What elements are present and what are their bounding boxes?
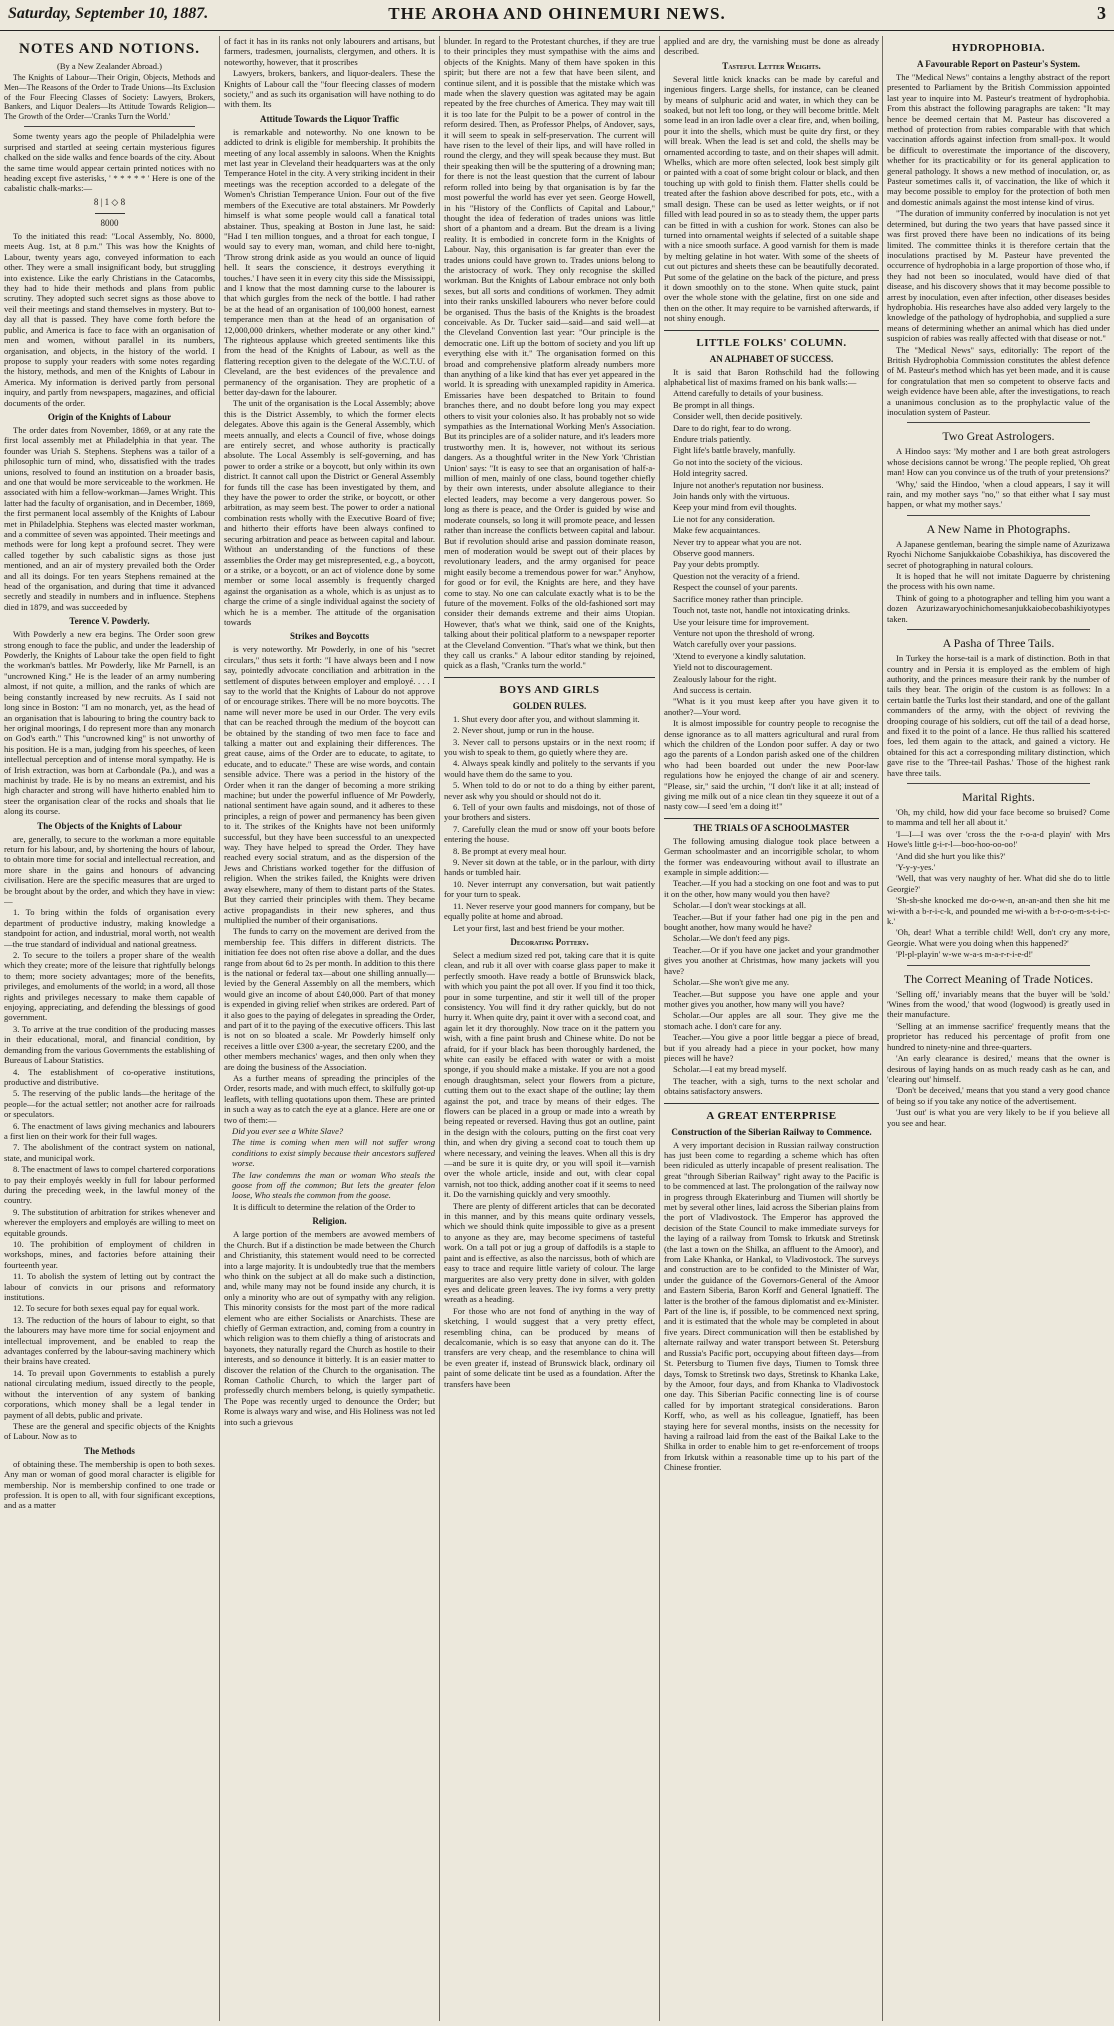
paragraph: 'Oh, my child, how did your face become so bruised? Come to mamma and tell her all about it.': [887, 806, 1110, 828]
paragraph: are, generally, to secure to the workman a more equitable return for his labour, and, by shortening the hours of labour, to obtain more time for social and intellectual recreation, and more share in the gains and honours of advancing civilisation. Here are the specific measures that are urged to be brought about by the order, and which they have in view:—: [4, 833, 215, 906]
list-item: Be prompt in all things.: [673, 399, 755, 410]
subheading: A Favourable Report on Pasteur's System.: [917, 59, 1080, 69]
paragraph: A very important decision in Russian railway construction has just been come to regarding a scheme which has often been ridiculed as utterly incapable of present realisation. The great "through Siberian Railway" right away to the Pacific is to be commenced at last. The prolongation of the railway now in progress through Ekaterinburg and Tiumen will shortly be met by several other lines, laid across the Siberian plains from the port of Vladivostock. The Emperor has approved the decision of the State Council to make immediate surveys for the laying of a railway from Tomsk to Irkutsk and Stretinsk (the last a town on the Shilka, an affluent to the Amoor), and from Lake Khanka, or Hankal, to Vladivostock. The surveys and construction are to be confided to the Minister of War, under the guidance of the Governors-General of the Amoor and Eastern Siberia, Baron Korff and General Ignatieff. The latter is the brother of the famous diplomatist and ex-Minister. Part of the line is, if possible, to be commenced next spring, and it is estimated that the whole may be completed in about five years. Direct communication will then be established by alternate railway and water transport between St. Petersburg and Russia's Pacific port, occupying about fifteen days—from St. Petersburg to Tiumen five days, Tiumen to Tomsk three days, Tomsk to Stretinsk two days, Stretinsk to Khanka Lake, by the Amoor, four days, and from Khanka to Vladivostock one day. This Siberian Pacific connecting line is of course called for by important strategical considerations. Baron Korff, who, as well as his colleague, Ignatieff, has been staying here for several months, insists on the necessity for having a railroad laid from the east of the Baikal Lake to the Shilka in order to enable him to get re-enforcement of troops from Irkutsk within a reasonable time up to his part of the Chinese frontier.: [664, 1139, 879, 1473]
subheading: Religion.: [312, 1216, 347, 1227]
paragraph: blunder. In regard to the Protestant churches, if they are true to their principles they must sympathise with the aims and objects of the Knights. Many of them have spoken in this spirit; but there are not a few that have been silent, and continue silent, and it is possible that the mistake which was made when the slavery question was agitated may be again repeated by the free churches of America. They may wait till it is too late for the Pulpit to be a power of control in the reform desired. Then, as Professor Phelps, of Andover, says, it will seem to speak in self-preservation. The current will have risen to the level of their lips, and will have rolled in round the clergy, and they will speak because they must. But their speaking then will be the sputtering of a drowning man; for there is not the least question that the current of labour reform rolled into being by that organisation is by far the most powerful the world has ever yet seen. George Howell, in his "History of the Conflicts of Capital and Labour," thought the idea of federation of trades unions was little short of a phantom and a dream. But the dream is a living reality. It is embodied in concrete form in the Knights of Labour. Nay, this organisation is far greater than ever the trades unions could have grown to. Trades unions belong to the aristocracy of work. They only recognise the skilled workman. But the Knights of Labour embrace not only both sexes, but all sorts and conditions of workmen. They admit into their ranks unskilled labourers who never before could be organised. Thus the basis of the Knights is the broadest conceivable. As Dr. Tucker said—said—and said well—at the Cleveland Convention last year: "Our principle is the democratic one. Lift up the bottom of society and you lift up everything else with it." The organisation formed on this broad and comprehensive platform already numbers more than anything of a like kind that has ever yet appeared in the world. It is spreading with unexampled rapidity in America. Emissaries have been despatched to Britain to found branches there, and no doubt before long you may expect others to visit your colonies also. It has probably not so wide sympathies as the International Working Men's Association. But its principles are of a solider nature, and it's leaders more trustworthy men. It is, however, not without its serious dangers. As a thoughtful writer in the New York 'Christian Union' says: "It is easy to see that an organisation of half-a-million of men, mainly of one class, bound together chiefly by their own interests, under absolute allegiance to their elected leaders, may become a very dangerous power. So long as there is peace, and the Order is guided by wise and moderate counsels, so long it will promote peace, and lessen rather than increase the conflicts between capital and labour. But if revolution should arise and passion dominate reason, men of moderation would be swept out of their places by revolutionary leaders, and the army organised for peace might easily become a tremendous power for war." Anyhow, for good or for evil, the Knights are here, and they have come to stay. No one can calculate exactly what is to be the future of the movement. Folks of the old-fashioned sort may consider their demands extreme and their aims Utopian. However, that's what we think, said one of the Knights, talking about their political platform to a newspaper reporter at the Cleveland Convention. "That's what we think, but then they call us cranks." A labour editor standing by rejoined, quick as a flash, "Cranks turn the world.": [444, 36, 655, 671]
page-number: 3: [1097, 3, 1106, 23]
paragraph: Select a medium sized red pot, taking care that it is quite clean, and rub it all over with coarse glass paper to make it perfectly smooth. Have ready a bottle of Brunswick black, with which you paint the pot all over. If you find it too thick, pour in some turpentine, and stir it well till of the proper consistency. You will find it dry rather quickly, but do not hurry it. When quite dry, paint it over with a second coat, and again let it dry thoroughly. Now trace on it the pattern you wish, with a fine paint brush and Chinese white. Do not be afraid, for if your black has been thoroughly hardened, the white can easily be effaced with water or with a moist sponge, if you should make a mistake. If you are not a good enough draughtsman, select your flowers from a picture, cutting them out to the exact shape of the outline; lay them against the pot, and trace by means of their edges. The flowers can be placed in a group or made into a wreath by being repeated or reversed. Having thus got an outline, paint in the design with the colours, putting on the first coat very thin, and when dry giving a second coat to touch them up where necessary, and veining the leaves. When all this is dry—and be sure it is quite dry, or you will spoil it—varnish over the whole article, inside and out, with clear copal varnish, not too thick, adding another coat if it seems to need it. Do the varnishing quickly and very smoothly.: [444, 949, 655, 1200]
subheading: Attitude Towards the Liquor Traffic: [259, 113, 399, 124]
column-1: [4, 36, 215, 2021]
list-item: Make few acquaintances.: [673, 525, 761, 536]
subheading: The Objects of the Knights of Labour: [37, 820, 182, 831]
list-item: Teacher.—If you had a stocking on one foot and was to put it on the other, how many would you then have?: [664, 878, 879, 899]
list-item: 2. Never shout, jump or run in the house.: [453, 725, 595, 736]
section-title: BOYS AND GIRLS: [499, 683, 600, 696]
paragraph: 'Sh-sh-she knocked me do-o-w-n, an-an-and then she hit me wi-with a b-r-i-c-k, and pounded me wi-with a b-r-o-o-m-s-t-i-c-k.': [887, 895, 1110, 927]
list-item: Hold integrity sacred.: [673, 468, 748, 479]
paragraph: Some twenty years ago the people of Philadelphia were surprised and startled at seeing certain mysterious figures chalked on the side walks and fence boards of the city. About the same time would appear certain printed notices with no heading except five asterisks, ' * * * * * ' Here is one of the cabalistic chalk-marks:—: [4, 131, 215, 194]
subheading: Construction of the Siberian Railway to Commence.: [671, 1126, 872, 1137]
list-item: Endure trials patiently.: [673, 434, 751, 444]
chalk-mark-top: 8 | 1 ◇ 8: [93, 196, 126, 207]
article-summary: The Knights of Labour—Their Origin, Objects, Methods and Men—The Reasons of the Order to Trade Unions—Its Exclusion of the Four Fleecing Classes of Society: Lawyers, Brokers, Bankers, and Liquor Dealers—Its Attitude Towards Religion—The Growth of the Order—'Cranks Turn the World.': [4, 73, 215, 121]
list-item: Join hands only with the virtuous.: [673, 491, 790, 502]
subheading: GOLDEN RULES.: [512, 700, 587, 711]
alphabet-list: [664, 388, 879, 695]
paragraph: 'Well, that was very naughty of her. What did she do to little Georgie?': [887, 873, 1110, 894]
paragraph: It is hoped that he will not imitate Daguerre by christening the process with his own name.: [887, 571, 1110, 592]
list-item: 7. The abolishment of the contract system on national, state, and municipal work.: [4, 1142, 215, 1163]
list-item: And success is certain.: [673, 684, 752, 695]
paragraph: 'I—I—I was over 'cross the the r-o-a-d playin' with Mrs Howe's little g-i-r-l—boo-hoo-oo-oo!': [887, 828, 1110, 850]
list-item: 9. Never sit down at the table, or in the parlour, with dirty hands or tumbled hair.: [444, 857, 655, 878]
paragraph: "The duration of immunity conferred by inoculation is not yet determined, but during the two years that have passed since it was first proved there have been no indications of its being limited. The committee thinks it is therefore certain that the inoculations practised by M. Pasteur have prevented the occurrence of hydrophobia in a large proportion of those who, if they had not been so inoculated, would have died of that disease, and his discovery shows that it may become possible to arrest by inoculation, even after infection, other diseases besides hydrophobia. His researches have also added very largely to the knowledge of the pathology of hydrophobia, and supplied a sure means of determining whether an animal which has died under suspicion of rabies was really affected with that disease or not.": [887, 208, 1110, 344]
list-item: Fight life's battle bravely, manfully.: [673, 445, 796, 456]
paragraph: As a further means of spreading the principles of the Order, resorts made, and with much effect, to skilfully got-up leaflets, with telling quotations upon them. These are printed in such a way as to catch the eye at a glance. Here are one or two of them:—: [224, 1073, 435, 1125]
golden-rules-list: [444, 714, 655, 933]
subheading: Tasteful Letter Weights.: [722, 60, 821, 71]
paragraph: For those who are not fond of anything in the way of sketching, I would suggest that a very pretty effect, resembling china, can be produced by means of decalcomanie, which is so easy that anyone can do it. The transfers are very cheap, and the resemblance to china will be even greater if, instead of Brunswick black, ordinary oil paint of some delicate tint be used as a foundation. After the transfers have been: [444, 1305, 655, 1389]
list-item: Scholar.—She won't give me any.: [673, 977, 790, 988]
subheading: Strikes and Boycotts: [289, 631, 369, 642]
divider: [444, 677, 655, 678]
divider: [907, 422, 1090, 423]
paragraph: 'Pl-pl-playin' w-we w-a-s m-a-r-r-i-e-d!': [896, 949, 1033, 960]
column-rule: [439, 36, 440, 2021]
subheading: A New Name in Photographs.: [926, 521, 1071, 536]
column-rule: [882, 36, 883, 2021]
list-item: 'Xtend to everyone a kindly salutation.: [673, 650, 806, 661]
list-item: Scholar.—I don't wear stockings at all.: [673, 900, 807, 911]
subheading: The Methods: [84, 1445, 135, 1456]
column-3: [444, 36, 655, 2021]
list-item: 13. The reduction of the hours of labour to eight, so that the labourers may have more time for social enjoyment and intellectual improvement, and be enabled to reap the advantages conferred by the labour-saving machinery which their brains have created.: [4, 1314, 215, 1367]
list-item: Scholar.—We don't feed any pigs.: [673, 933, 790, 944]
column-rule: [659, 36, 660, 2021]
leaflet-quote: The time is coming when men will not suffer wrong conditions to exist simply because their ancestors suffered worse.: [232, 1137, 435, 1169]
list-item: Venture not upon the threshold of wrong.: [673, 627, 815, 638]
paragraph: of fact it has in its ranks not only labourers and artisans, but farmers, tradesmen, journalists, clergymen, and others. It is noteworthy, however, that it proscribes: [224, 36, 435, 67]
list-item: 4. Always speak kindly and politely to the servants if you would have them do the same to you.: [444, 758, 655, 779]
list-item: 2. To secure to the toilers a proper share of the wealth which they create; more of the leisure that rightfully belongs to them; more society advantages; more of the benefits, privileges, and emoluments of the world; in a word, all those rights and privileges necessary to make them capable of enjoying, appreciating, and defending the blessings of good government.: [4, 950, 215, 1023]
list-item: Scholar.—I eat my bread myself.: [673, 1064, 787, 1075]
issue-date: Saturday, September 10, 1887.: [8, 5, 209, 22]
paragraph: A Hindoo says: 'My mother and I are both great astrologers whose decisions cannot be wrong.' The people replied, 'Oh great man! How can you convince us of the truth of your pretensions?': [887, 446, 1110, 478]
chalk-mark: [4, 197, 215, 228]
list-item: 10. Never interrupt any conversation, but wait patiently for your turn to speak.: [444, 878, 655, 900]
list-item: Lie not for any consideration.: [673, 513, 775, 524]
paragraph: With Powderly a new era begins. The Order soon grew strong enough to face the public, and under the leadership of Powderly, the Knights of Labour take the open field to fight the workman's battles. Mr Powderly, like Mr Parnell, is an "uncrowned King." He is the leader of an army numbering almost, if not quite, a million, and the ranks of which are being constantly increased by new recruits. As I said not long since in Boston: "I am no monarch, yet, as the head of an organisation that is labouring to bring the country back to her original moorings, I do represent more than any monarch on God's earth." This "uncrowned king" is not unworthy of his position. He is a man, judging from his speeches, of keen intellectual perception and of intense moral sympathy. He is of Irish extraction, was born at Carbondale (Pa.), and was a machinist by trade. He is by no means an extremist, and his high character and strong will have hitherto enabled him to steer the organisation clear of the rocks and shoals that lie along its course.: [4, 629, 215, 817]
list-item: Scholar.—Our apples are all sour. They give me the stomach ache. I don't care for any.: [664, 1010, 879, 1031]
paragraph: is very noteworthy. Mr Powderly, in one of his "secret circulars," thus sets it forth: "I have always been and I now say, pointedly advocate conciliation and arbitration in the settlement of disputes between employer and employé. . . . I say to the world that the Knights of Labour do not approve of or encourage strikes. There will be no more boycotts. The name will never more be used in our Order. The very evils that can be reached through the medium of the boycott can be obtained by the standing of two men face to face and talking a matter out and explaining their differences. The great cause, aims of the Order are to educate, to agitate, to educate, and to educate." These are wise words, and contain sensible advice. There was a period in the history of the Order when it ran the danger of becoming a more striking machine; but under the powerful influence of Mr Powderly, national sentiment have again sound, and it adheres to these principles, a reign of power and permanency has been given to it. The strikes of the Knights have not been uniformly successful, but they have been successful to an unexpected way. They have helped to spread the Order. They have reached every social stratum, and as the dispersion of the Jews and Christians worked together for the diffusion of religion. When the strikes failed, the Knights were driven away elsewhere, many of them to distant parts of the States. But they carried their principles with them. They became active propagandists in their new spheres, and thus multiplied the number of their organisations.: [224, 644, 435, 925]
paragraph: There are plenty of different articles that can be decorated in this manner, and by this means quite ordinary vessels, which we should think quite impossible to give as a present to anyone as they are, may become specimens of tasteful work. On a tall pot or jug a group of daffodils is a staple to paint and is effective, as also the narcissus, both of which are easy to trace and require little variety of colour. The large marguerites are also very pretty done in silver, with golden eyes and delicate green leaves. The ivy forms a very pretty wreath as a heading.: [444, 1200, 655, 1305]
subheading: Two Great Astrologers.: [942, 429, 1055, 444]
list-item: Watch carefully over your passions.: [673, 639, 797, 650]
paragraph: It is difficult to determine the relation of the Order to: [233, 1201, 416, 1212]
list-item: Consider well, then decide positively.: [673, 411, 803, 422]
list-item: 8. The enactment of laws to compel chartered corporations to pay their employés weekly in full for labour performed during the preceding week, in the lawful money of the country.: [4, 1164, 215, 1206]
list-item: Let your first, last and best friend be your mother.: [453, 922, 625, 933]
paper-title: THE AROHA AND OHINEMURI NEWS.: [388, 4, 726, 23]
list-item: 3. Never call to persons upstairs or in the next room; if you wish to speak to them, go quietly where they are.: [444, 736, 655, 757]
list-item: Teacher.—Or if you have one jacket and your grandmother gives you another at Christmas, how many jackets will you have?: [664, 944, 879, 976]
paragraph: It is almost impossible for country people to recognise the dense ignorance as to all matters agricultural and rural from which the children of the London poor suffer. A day or two ago the parents of a London parish asked one of the children who had been boarded out under the new Poor-law regulations how he enjoyed the change of air and scenery. "Please, sir," said the urchin, "I don't like it at all; instead of giving me milk out of a nice clean tin they squeeze it out of a nasty cow—I seed 'em a doing it!": [664, 718, 879, 812]
paragraph: 'Oh, dear! What a terrible child! Well, don't cry any more, Georgie. What were you doing when this happened?': [887, 927, 1110, 948]
subheading: Origin of the Knights of Labour: [47, 411, 172, 422]
paragraph: The following amusing dialogue took place between a German schoolmaster and an incorrigible scholar, to whom the former was endeavouring without avail to illustrate an example in simple addition:—: [664, 835, 879, 878]
list-item: Observe good manners.: [673, 548, 755, 559]
paragraph: The unit of the organisation is the Local Assembly; above this is the District Assembly, to which the former elects delegates. Above this again is the General Assembly, which meets annually, and elects a Council of five, whose doings are entirely secret, and whose authority is practically absolute. The Local Assembly is self-governing, and has power to order a strike or a boycott, but only within its own district. It cannot call upon the District or General Assembly for funds till the case has been investigated by them, and they have the power to order the strike, or boycott, or other arbitration, as may seem best. The power to order a national combination rests wholly with the Executive Board of five; and hitherto their efforts have been always confined to securing arbitration and peace as between capital and labour. Without an understanding of the functions of these assemblies the Order may get misrepresented, e.g., a boycott, or a strike, or a boycott, or an act of violence done by some member or some local assembly is frequently charged against the organisation as a whole, which is as unjust as to charge the crime of a single individual against the society of which he is a member. The attitude of the organisation towards: [224, 398, 435, 627]
list-item: 10. The prohibition of employment of children in workshops, mines, and factories before attaining their fourteenth year.: [4, 1239, 215, 1270]
column-rule: [219, 36, 220, 2021]
list-item: 1. Shut every door after you, and without slamming it.: [453, 713, 640, 724]
list-item: Attend carefully to details of your business.: [673, 388, 824, 399]
list-item: 8. Be prompt at every meal hour.: [453, 845, 567, 856]
list-item: Question not the veracity of a friend.: [673, 570, 800, 581]
divider: [907, 965, 1090, 966]
paragraph: The "Medical News" contains a lengthy abstract of the report presented to Parliament by the British Commission appointed last year to inquire into M. Pasteur's treatment of hydrophobia. From this abstract the following paragraphs are taken: "It may hence be deemed certain that M. Pasteur has discovered a method of protection from rabies comparable with that which vaccination affords against infection from small-pox. It would be difficult to overestimate the importance of the discovery, whether for its practicability or for its general application to general pathology. It shows a new method of inoculation, or, as Pasteur sometimes calls it, of vaccination, the like of which it may become possible to employ for the protection of both men and domestic animals against the most intense kind of virus.: [887, 72, 1110, 207]
paragraph: is remarkable and noteworthy. No one known to be addicted to drink is eligible for membership. It prohibits the meeting of any local assembly in saloons. When the Knights met last year in Cleveland their headquarters was at the only Temperance Hotel in the city. A very striking incident in their meetings was the reception accorded to a delegate of the Women's Christian Temperance Union. Four out of the five members of the Executive are total abstainers. Mr Powderly himself is what some people would call a fanatical total abstainer. Thus, speaking at Boston in June last, he said: "Had I ten million tongues, and a throat for each tongue, I would say to every man, woman, and child here to-night, 'Throw strong drink aside as you would an ounce of liquid hell. It sears the conscience, it destroys everything it touches.' I have seen it in every city this side the Mississippi, and I know that the most damning curse to the labourer is that which gurgles from the neck of the bottle. I had rather be at the head of an organisation of 100,000 honest, earnest temperance men than at the head of an organisation of 12,000,000 drinkers, whether moderate or any other kind." The righteous applause which greeted sentiments like this from the head of the Knights of Labour, as well as the flattering reception given to the delegate of the W.C.T.U. of Cleveland, are the best evidences of the prevalence and permanency of the organisation. They are prophetic of a better day-dawn for the labourer.: [224, 126, 435, 397]
list-item: 6. The enactment of laws giving mechanics and labourers a first lien on their work for their full wages.: [4, 1120, 215, 1141]
paragraph: 'And did she hurt you like this?': [896, 850, 1006, 861]
paragraph: 'Y-y-y-yes.': [896, 862, 936, 872]
list-item: Dare to do right, fear to do wrong.: [673, 422, 792, 433]
paragraph: To the initiated this read: "Local Assembly, No. 8000, meets Aug. 1st, at 8 p.m." This was how the Knights of Labour, twenty years ago, conveyed information to each other. They were a small insignificant body, but struggling into existence. Like the early Christians in the Catacombs, they had to hide their methods and plans from public scrutiny. They adopted such secret signs as those above to veil their meetings and stand themselves in mystery. But to-day all that is passed. They have come forth before the public, and America is face to face with an organisation of men and women, without parallel in its numbers, organisation, and objects, in the history of the world. I propose to supply your readers with some notes regarding the history, methods, and men of the Knights of Labour in America. My information is derived partly from personal inquiry, and partly from newspapers, magazines, and official documents of the order.: [4, 231, 215, 408]
paragraph: The teacher, with a sigh, turns to the next scholar and obtains satisfactory answers.: [664, 1075, 879, 1097]
list-item: 4. The establishment of co-operative institutions, productive and distributive.: [4, 1066, 215, 1087]
list-item: Injure not another's reputation nor business.: [673, 479, 824, 490]
leaflet-quote: Did you ever see a White Slave?: [232, 1126, 344, 1137]
section-title: A GREAT ENTERPRISE: [706, 1109, 837, 1122]
paragraph: Lawyers, brokers, bankers, and liquor-dealers. These the Knights of Labour call the "four fleecing classes of modern society," and as such its organisation will have nothing to do with them. Its: [224, 68, 435, 110]
objects-list: [4, 907, 215, 1420]
list-item: 12. To secure for both sexes equal pay for equal work.: [13, 1303, 200, 1314]
byline: (By a New Zealander Abroad.): [56, 61, 163, 71]
list-item: Never try to appear what you are not.: [673, 536, 802, 547]
list-item: 1. To bring within the folds of organisation every department of productive industry, making knowledge a standpoint for action, and industrial, moral worth, not wealth—the true standard of individual and national greatness.: [4, 907, 215, 949]
paragraph: 'Don't be deceived,' means that you stand a very good chance of being so if you take any notice of the advertisement.: [887, 1085, 1110, 1106]
list-item: 3. To arrive at the true condition of the producing masses in their educational, moral, and financial condition, by demanding from the various Governments the establishing of Bureaus of Labour Statistics.: [4, 1023, 215, 1066]
leaflet-quote: The law condemns the man or woman Who steals the goose from off the common; But lets the greater felon loose, Who steals the common from the goose.: [232, 1169, 435, 1201]
paragraph: A Japanese gentleman, bearing the simple name of Azurizawa Ryochi Nichome Sanjukkaiobe Cobashikiya, has discovered the secret of photographing in natural colours.: [887, 538, 1110, 570]
list-item: 14. To prevail upon Governments to establish a purely national circulating medium, issued directly to the people, without the intervention of any system of banking corporations, which money shall be a legal tender in payment of all debts, public and private.: [4, 1367, 215, 1420]
list-item: Pay your debts promptly.: [673, 559, 760, 570]
chalk-mark-bottom: 8000: [100, 217, 119, 228]
divider: [24, 126, 195, 127]
list-item: Respect the counsel of your parents.: [673, 582, 798, 593]
paragraph: The order dates from November, 1869, or at any rate the first local assembly met at Philadelphia in that year. The founder was Uriah S. Stephens. Stephens was a tailor of a philosophic turn of mind, who, dissatisfied with the trades unions, resolved to found an institution on a broader basis, and one that would be more serviceable to the workmen. He associated with him a fellow-workman—James Wright. This latter had the faculty of organisation, and in December, 1869, the first permanent local assembly of the Knights of Labour met in Philadelphia. Stephens was elected master workman, and a committee of seven was appointed. Their meetings and methods were for long kept a profound secret. They were called together by such cabalistic signs as those just mentioned, and an air of mystery prevailed both the Order and all its doings. For ten years Stephens remained at the head of the organisation, and during that time it advanced secretly and steadily in numbers and in influence. Stephens died in 1879, and was succeeded by: [4, 424, 215, 612]
list-item: 9. The substitution of arbitration for strikes whenever and wherever the employers and employés are willing to meet on equitable grounds.: [4, 1206, 215, 1238]
subheading: Decorating Pottery.: [510, 936, 589, 947]
divider: [664, 330, 879, 331]
list-item: Sacrifice money rather than principle.: [673, 593, 804, 604]
paragraph: 'Why,' said the Hindoo, 'when a cloud appears, I say it will rain, and my mother says "no," so that either what I say must happen, or what my mother says.': [887, 478, 1110, 510]
subheading: A Pasha of Three Tails.: [942, 636, 1055, 651]
subheading: AN ALPHABET OF SUCCESS.: [709, 353, 834, 364]
list-item: Yield not to discouragement.: [673, 662, 773, 673]
list-item: Use your leisure time for improvement.: [673, 616, 810, 627]
divider: [907, 629, 1090, 630]
list-item: Keep your mind from evil thoughts.: [673, 502, 797, 513]
list-item: Teacher.—But suppose you have one apple and your mother gives you another, how many will you have?: [664, 988, 879, 1009]
paragraph: It is said that Baron Rothschild had the following alphabetical list of maxims framed on his bank walls:—: [664, 366, 879, 387]
divider: [664, 818, 879, 819]
subheading: Terence V. Powderly.: [69, 616, 150, 627]
list-item: 5. The reserving of the public lands—the heritage of the people—for the actual settler; not another acre for railroads or speculators.: [4, 1088, 215, 1120]
list-item: Touch not, taste not, handle not intoxicating drinks.: [673, 605, 850, 616]
column-4: [664, 36, 879, 2021]
section-title: LITTLE FOLKS' COLUMN.: [696, 336, 847, 349]
paragraph: The "Medical News" says, editorially: The report of the British Hydrophobia Commission constitutes the ablest defence of M. Pasteur's method which has yet been made, and it is cause for congratulation that men so competent to observe facts and weigh evidence have been able, after the investigations, to reach a unanimous conclusion as to the prophylactic value of the inoculation system of Pasteur.: [887, 344, 1110, 417]
paragraph: Several little knick knacks can be made by careful and ingenious fingers. Large shells, for instance, can be cleaned by means of sulphuric acid and water, in which they can be soaked, but not left too long, or they will become brittle. Melt some lead in an iron ladle over a clear fire, and, when boiling, pour it into the shells, which must be quite dry first, or they will break. When the lead is set and cold, the shells may be ornamented according to taste, and on their shapes will admit. Whelks, which are more often selected, look best simply gilt or painted with a coat of some bright colour or black, and then touching up with gold to finish them. Flatter shells could be treated after the fashion above described for pots, etc., with a small design. These can be used as letter weights, or if not filled with lead poured in so as to steady them, the upper parts can be fitted in with a cushion for work. Stones can also be turned into ornamental weights if selected of a suitable shape with a nice smooth surface. A good varnish for them is made by melting gelatine in hot water. With some of the sheets of cut out pictures and sheets these can be beautifully decorated. Put some of the gelatine on the back of the picture, and press it down smoothly on to the stone. When quite stuck, paint over the whole stone with the gelatine, first on one side and then on the other. It may require to be varnished afterwards, if not shiny enough.: [664, 73, 879, 324]
paragraph: 'An early clearance is desired,' means that the owner is desirous of laying hands on as much ready cash as he can, and 'clearing out' himself.: [887, 1053, 1110, 1084]
list-item: Teacher.—You give a poor little beggar a piece of bread, but if you already had a piece in your pocket, how many pieces will he have?: [664, 1032, 879, 1063]
divider: [907, 515, 1090, 516]
section-title: HYDROPHOBIA.: [951, 42, 1046, 54]
article-title-notes: NOTES AND NOTIONS.: [19, 41, 200, 57]
paragraph: A large portion of the members are avowed members of the Church. But if a distinction be made between the Church and Christianity, this statement would need to be corrected into a large majority. It is undoubtedly true that the members who think on the subject at all do make such a distinction, and, while many may not be found inside any church, it is only a minority who are out of sympathy with any religion. This minority consists for the most part of the more radical element who are either Socialists or Anarchists. These are chiefly of German extraction, and, coming from a country in which religion was to them chiefly a thing of aristocrats and bayonets, they naturally regard the Church as hostile to their interests, and so denounce it bitterly. It is an easier matter to discover the relation of the Church to the organisation. The Roman Catholic Church, to which the larger part of professedly church members belong, is quietly sympathetic. The Pope was recently urged to denounce the Order; but Rome is always wary and wise, and His Holiness was not led into such a grievous: [224, 1229, 435, 1427]
column-5: [887, 36, 1110, 2021]
subheading: THE TRIALS OF A SCHOOLMASTER: [693, 822, 850, 833]
divider: [664, 1103, 879, 1104]
masthead: [0, 0, 1114, 31]
dialogue-list: [664, 878, 879, 1074]
list-item: 5. When told to do or not to do a thing by either parent, never ask why you should or should not do it.: [444, 780, 655, 801]
list-item: Go not into the society of the vicious.: [673, 456, 803, 467]
paragraph: applied and are dry, the varnishing must be done as already described.: [664, 36, 879, 57]
list-item: 11. To abolish the system of letting out by contract the labour of convicts in our prisons and reformatory institutions.: [4, 1271, 215, 1303]
list-item: Zealously labour for the right.: [673, 673, 777, 684]
column-2: [224, 36, 435, 2021]
subheading: Marital Rights.: [962, 789, 1035, 804]
paragraph: of obtaining these. The membership is open to both sexes. Any man or woman of good moral character is eligible for membership. Nor is membership confined to one trade or profession. It is open to all, with four significant exceptions, and as a matter: [4, 1458, 215, 1511]
paragraph: "What is it you must keep after you have given it to another?—Your word.: [664, 696, 879, 717]
list-item: 11. Never reserve your good manners for company, but be equally polite at home and abroad.: [444, 900, 655, 922]
subheading: The Correct Meaning of Trade Notices.: [903, 971, 1094, 986]
divider: [907, 783, 1090, 784]
list-item: 7. Carefully clean the mud or snow off your boots before entering the house.: [444, 823, 655, 845]
list-item: 6. Tell of your own faults and misdoings, not of those of your brothers and sisters.: [444, 802, 655, 823]
paragraph: 'Just out' is what you are very likely to be if you believe all you see and hear.: [887, 1107, 1110, 1128]
list-item: Teacher.—But if your father had one pig in the pen and bought another, how many would he have?: [664, 911, 879, 933]
paragraph: 'Selling off,' invariably means that the buyer will be 'sold.' 'Wines from the wood,' that wood (logwood) is greatly used in their manufacture.: [887, 988, 1110, 1020]
paragraph: 'Selling at an immense sacrifice' frequently means that the proprietor has reduced his percentage of profit from one hundred to ninety-nine and three-quarters.: [887, 1020, 1110, 1052]
paragraph: Think of going to a photographer and telling him you want a dozen Azurizawaryochinichomesanjukkaiobecobashikiyotypes taken.: [887, 592, 1110, 624]
paragraph: In Turkey the horse-tail is a mark of distinction. Both in that country and in Persia it is employed as the emblem of high authority, and the princes measure their rank by the number of tails they bear. The origin of the custom is as follows: In a certain battle the Turks lost their standard, and one of the gallant commanders of the army, with the object of reviving the drooping courage of his soldiers, cut off the tail of a dead horse, and fixed it to the point of a lance. He thus rallied his scattered foes, led them again to the attack, and gained a victory. He obtained for this act a corresponding military distinction, which gave rise to the 'Three-tail Pashas.' Those of the highest rank have three tails.: [887, 653, 1110, 778]
paragraph: These are the general and specific objects of the Knights of Labour. Now as to: [4, 1420, 215, 1442]
paragraph: The funds to carry on the movement are derived from the membership fee. This differs in different districts. The initiation fee does not often rise above a dollar, and the dues range from about 6d to 2s per month. In addition to this there is the national or federal tax—about one shilling annually—levied by the General Assembly on all the members, which would give an income of about £40,000. Part of that money is expended in giving relief when strikes are ordered. Part of it also goes to the paying of delegates in spreading the Order, and part of it to the paying of the executive officers. This last is not on so bloated a scale. Mr Powderly himself only receives a little over £300 a-year, the secretary £200, and the other members mechanics' wages, and then only when they are doing the business of the Association.: [224, 926, 435, 1072]
